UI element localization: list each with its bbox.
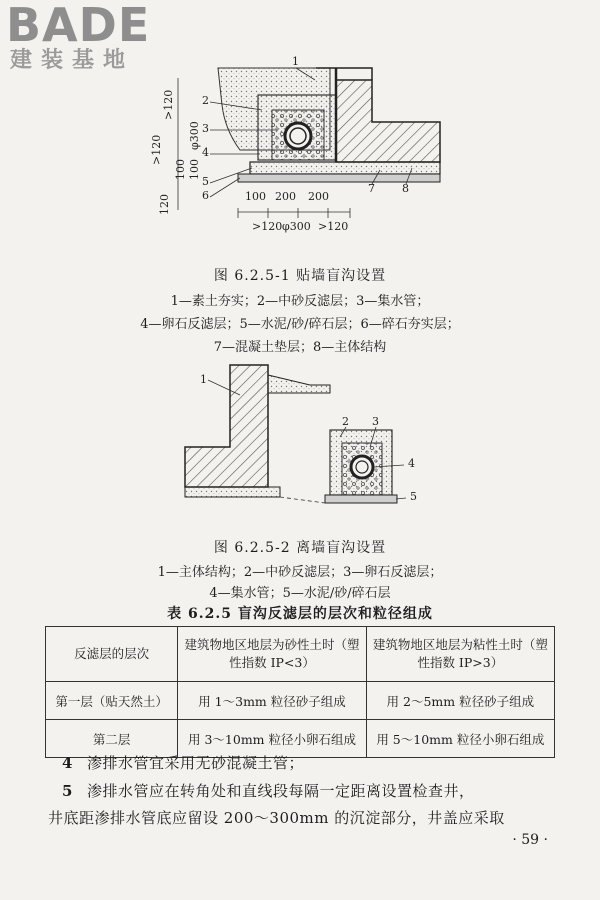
dim-left-3: 100 [174,159,187,180]
figure-2-diagram [0,355,600,515]
dim-left-4: φ300 [188,121,201,150]
dim-bottom-1: 100 [245,190,266,203]
figure-1-diagram [0,50,600,300]
table-row [46,682,555,720]
callout-3: 3 [202,122,209,135]
cement-sand-gravel-layer [325,495,397,503]
paragraph-5-number: 5 [62,782,73,800]
paragraph-5-text: 渗排水管应在转角处和直线段每隔一定距离设置检查井， [86,782,475,800]
table-header-row [46,627,555,682]
dim-bottom2-3: >120 [318,220,349,233]
table-header-3: 建筑物地区地层为粘性土时（塑性指数 IP>3） [366,627,554,682]
dim-bottom2-2: φ300 [282,220,311,233]
figure-2-legend-line-2: 4—集水管；5—水泥/砂/碎石层 [209,586,391,601]
callout-8: 8 [402,182,409,195]
figure-2-caption: 图 6.2.5-2 离墙盲沟设置 [213,540,387,556]
filter-layer-table [45,626,555,758]
fig2-callout-5: 5 [410,490,417,503]
table-cell: 用 1～3mm 粒径砂子组成 [178,682,366,720]
logo-main: BADE [6,0,151,52]
figure-1-legend-line-2: 4—卵石反滤层；5—水泥/砂/碎石层；6—碎石夯实层； [140,317,460,332]
figure-1-caption: 图 6.2.5-1 贴墙盲沟设置 [213,268,387,284]
table-cell: 用 2～5mm 粒径砂子组成 [366,682,554,720]
figure-2-legend-line-1: 1—主体结构；2—中砂反滤层；3—卵石反滤层； [157,565,443,580]
figure-1-legend-line-3: 7—混凝土垫层；8—主体结构 [213,340,387,355]
paragraph-4 [62,752,582,773]
table-title: 表 6.2.5 盲沟反滤层的层次和粒径组成 [167,606,433,622]
table-cell: 第一层（贴天然土） [46,682,178,720]
dim-bottom-2: 200 [275,190,296,203]
main-structure [336,80,440,162]
paragraph-5-continued [48,807,568,828]
figure-1-legend-line-1: 1—素土夯实；2—中砂反滤层；3—集水管； [170,294,430,309]
concrete-layer [250,162,440,174]
fig2-callout-4: 4 [408,457,415,470]
paragraph-5 [62,780,582,801]
table-header-1: 反滤层的层次 [46,627,178,682]
paragraph-5-continued-text: 井底距渗排水管底应留设 200～300mm 的沉淀部分，井盖应采取 [48,809,505,827]
paragraph-4-number: 4 [62,754,73,772]
callout-6: 6 [202,189,209,202]
table-header-2: 建筑物地区地层为砂性土时（塑性指数 IP<3） [178,627,366,682]
table-cell: 用 5～10mm 粒径小卵石组成 [366,720,554,758]
dim-bottom-3: 200 [308,190,329,203]
callout-5: 5 [202,175,209,188]
fig2-callout-1: 1 [200,373,207,386]
table-cell: 用 3～10mm 粒径小卵石组成 [178,720,366,758]
callout-7: 7 [368,182,375,195]
fig2-callout-3: 3 [372,415,379,428]
callout-1: 1 [292,55,299,68]
dim-left-2: >120 [162,89,175,120]
dim-bottom2-1: >120 [252,220,283,233]
fig2-callout-2: 2 [342,415,349,428]
table-cell: 第二层 [46,720,178,758]
paragraph-4-text: 渗排水管宜采用无砂混凝土管； [86,754,304,772]
logo-sub: 建装基地 [10,48,135,73]
callout-4: 4 [202,146,209,159]
dim-left-5: 100 [188,159,201,180]
page-number: · 59 · [512,832,548,848]
main-structure-2 [185,365,268,487]
dim-left-6: 120 [158,194,171,215]
callout-2: 2 [202,94,209,107]
dim-left-1: >120 [150,134,163,165]
